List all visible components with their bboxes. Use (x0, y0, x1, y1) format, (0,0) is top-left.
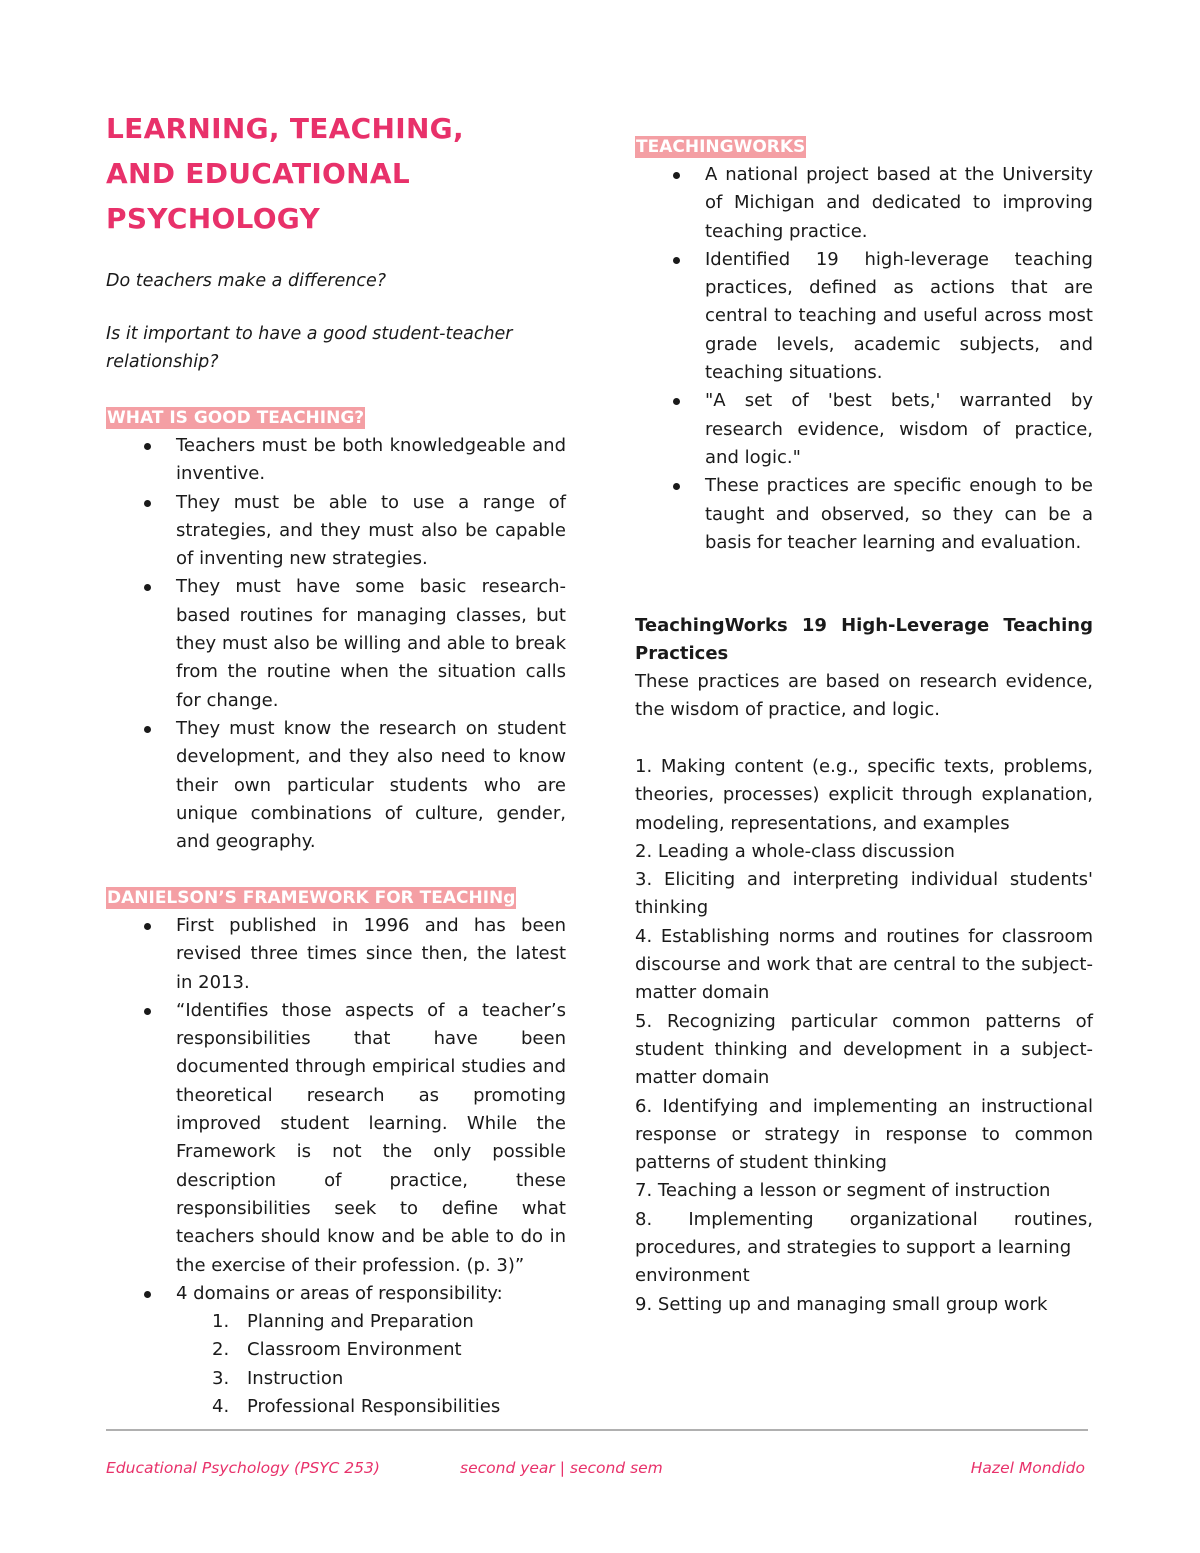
title-line: PSYCHOLOGY (106, 202, 321, 235)
heading-danielson-framework: DANIELSON’S FRAMEWORK FOR TEACHINg (107, 888, 516, 908)
title-line: LEARNING, TEACHING, (106, 112, 464, 145)
domain-number: 4. (212, 1396, 230, 1418)
question-teachers-difference: Do teachers make a difference? (106, 271, 387, 291)
footer-author: Hazel Mondido (970, 1459, 1085, 1477)
bullet-dot-icon (144, 584, 151, 591)
list-item-text: These practices are specific enough to be taught and observed, so they can be a basis for teacher learning and evaluation. (705, 475, 1093, 553)
practice-item: 2. Leading a whole-class discussion (635, 840, 955, 862)
domain-item (176, 1308, 566, 1336)
bullet-dot-icon (144, 1008, 151, 1015)
domain-label: Planning and Preparation (247, 1311, 474, 1333)
practices-heading: TeachingWorks 19 High-Leverage Teaching Practices (635, 615, 1093, 665)
list-item (106, 997, 566, 1280)
bullet-dot-icon (673, 483, 680, 490)
practice-item: 4. Establishing norms and routines for classroom discourse and work that are central to the subject-matter domain (635, 925, 1093, 1004)
list-item (106, 573, 566, 714)
practice-item: 7. Teaching a lesson or segment of instruction (635, 1180, 1051, 1202)
danielson-list (106, 912, 566, 1421)
bullet-dot-icon (144, 923, 151, 930)
list-item-text: They must know the research on student development, and they also need to know their own particular students who are unique combinations of culture, gender, and geography. (176, 717, 566, 853)
list-item-text: 4 domains or areas of responsibility: (176, 1282, 503, 1304)
domain-label: Professional Responsibilities (247, 1396, 501, 1418)
list-item (106, 715, 566, 856)
list-item (106, 1280, 566, 1421)
footer-term: second year | second sem (460, 1459, 663, 1477)
list-item-text: Identified 19 high-leverage teaching practices, defined as actions that are central to teaching and useful across most grade levels, academic subjects, and teaching situations. (705, 248, 1093, 384)
page-title (106, 106, 566, 241)
teachingworks-list (635, 161, 1093, 557)
list-item (635, 246, 1093, 387)
bullet-dot-icon (673, 257, 680, 264)
practices-intro: These practices are based on research evidence, the wisdom of practice, and logic. (635, 671, 1093, 721)
footer-divider (106, 1429, 1088, 1431)
list-item (635, 387, 1093, 472)
question-student-teacher-relationship: Is it important to have a good student-teacher relationship? (106, 324, 513, 373)
bullet-dot-icon (144, 726, 151, 733)
domain-label: Classroom Environment (247, 1339, 462, 1361)
list-item (635, 161, 1093, 246)
practice-item: 8. Implementing organizational routines, procedures, and strategies to support a learning (635, 1208, 1093, 1259)
list-item-text: Teachers must be both knowledgeable and inventive. (176, 435, 566, 485)
domain-number: 2. (212, 1339, 230, 1361)
list-item-text: They must have some basic research-based routines for managing classes, but they must also be willing and able to break from the routine when the situation calls for change. (176, 576, 566, 711)
list-item-text: “Identifies those aspects of a teacher’s responsibilities that have been documented through empirical studies and theoretical research as promoting improved student learning. While the Framework is not the only possible description of practice, these responsibilities seek to define what teachers should know and be able to do in the exercise of their profession. (p. 3)” (176, 999, 566, 1276)
bullet-dot-icon (144, 500, 151, 507)
list-item (635, 472, 1093, 557)
bullet-dot-icon (673, 398, 680, 405)
bullet-dot-icon (673, 172, 680, 179)
list-item-text: They must be able to use a range of strategies, and they must also be capable of inventing new strategies. (176, 491, 566, 570)
footer-course: Educational Psychology (PSYC 253) (106, 1459, 380, 1477)
title-line: AND EDUCATIONAL (106, 157, 411, 190)
domain-item (176, 1393, 566, 1421)
practices-list (635, 753, 1093, 1319)
list-item-text: First published in 1996 and has been revised three times since then, the latest in 2013. (176, 915, 566, 993)
practice-item: 3. Eliciting and interpreting individual students' thinking (635, 869, 1093, 919)
practice-item: 6. Identifying and implementing an instructional response or strategy in response to common patterns of student thinking (635, 1095, 1093, 1174)
practice-item: 1. Making content (e.g., specific texts, problems, theories, processes) explicit through explanation, modeling, representations, and examples (635, 756, 1093, 834)
practice-item: 9. Setting up and managing small group work (635, 1293, 1048, 1315)
list-item (106, 912, 566, 997)
practice-item: 5. Recognizing particular common patterns of student thinking and development in a subject-matter domain (635, 1010, 1093, 1089)
bullet-dot-icon (144, 443, 151, 450)
domain-number: 3. (212, 1367, 230, 1389)
domains-list (176, 1308, 566, 1421)
domain-number: 1. (212, 1311, 230, 1333)
heading-teachingworks: TEACHINGWORKS (636, 137, 806, 157)
list-item-text: A national project based at the University of Michigan and dedicated to improving teaching practice. (705, 164, 1093, 242)
practice-item: environment (635, 1265, 750, 1287)
list-item (106, 432, 566, 489)
domain-item (176, 1336, 566, 1364)
domain-item (176, 1365, 566, 1393)
domain-label: Instruction (247, 1367, 344, 1389)
good-teaching-list (106, 432, 566, 856)
list-item (106, 489, 566, 574)
bullet-dot-icon (144, 1291, 151, 1298)
list-item-text: "A set of 'best bets,' warranted by research evidence, wisdom of practice, and logic." (705, 390, 1093, 468)
heading-good-teaching: WHAT IS GOOD TEACHING? (107, 408, 365, 428)
